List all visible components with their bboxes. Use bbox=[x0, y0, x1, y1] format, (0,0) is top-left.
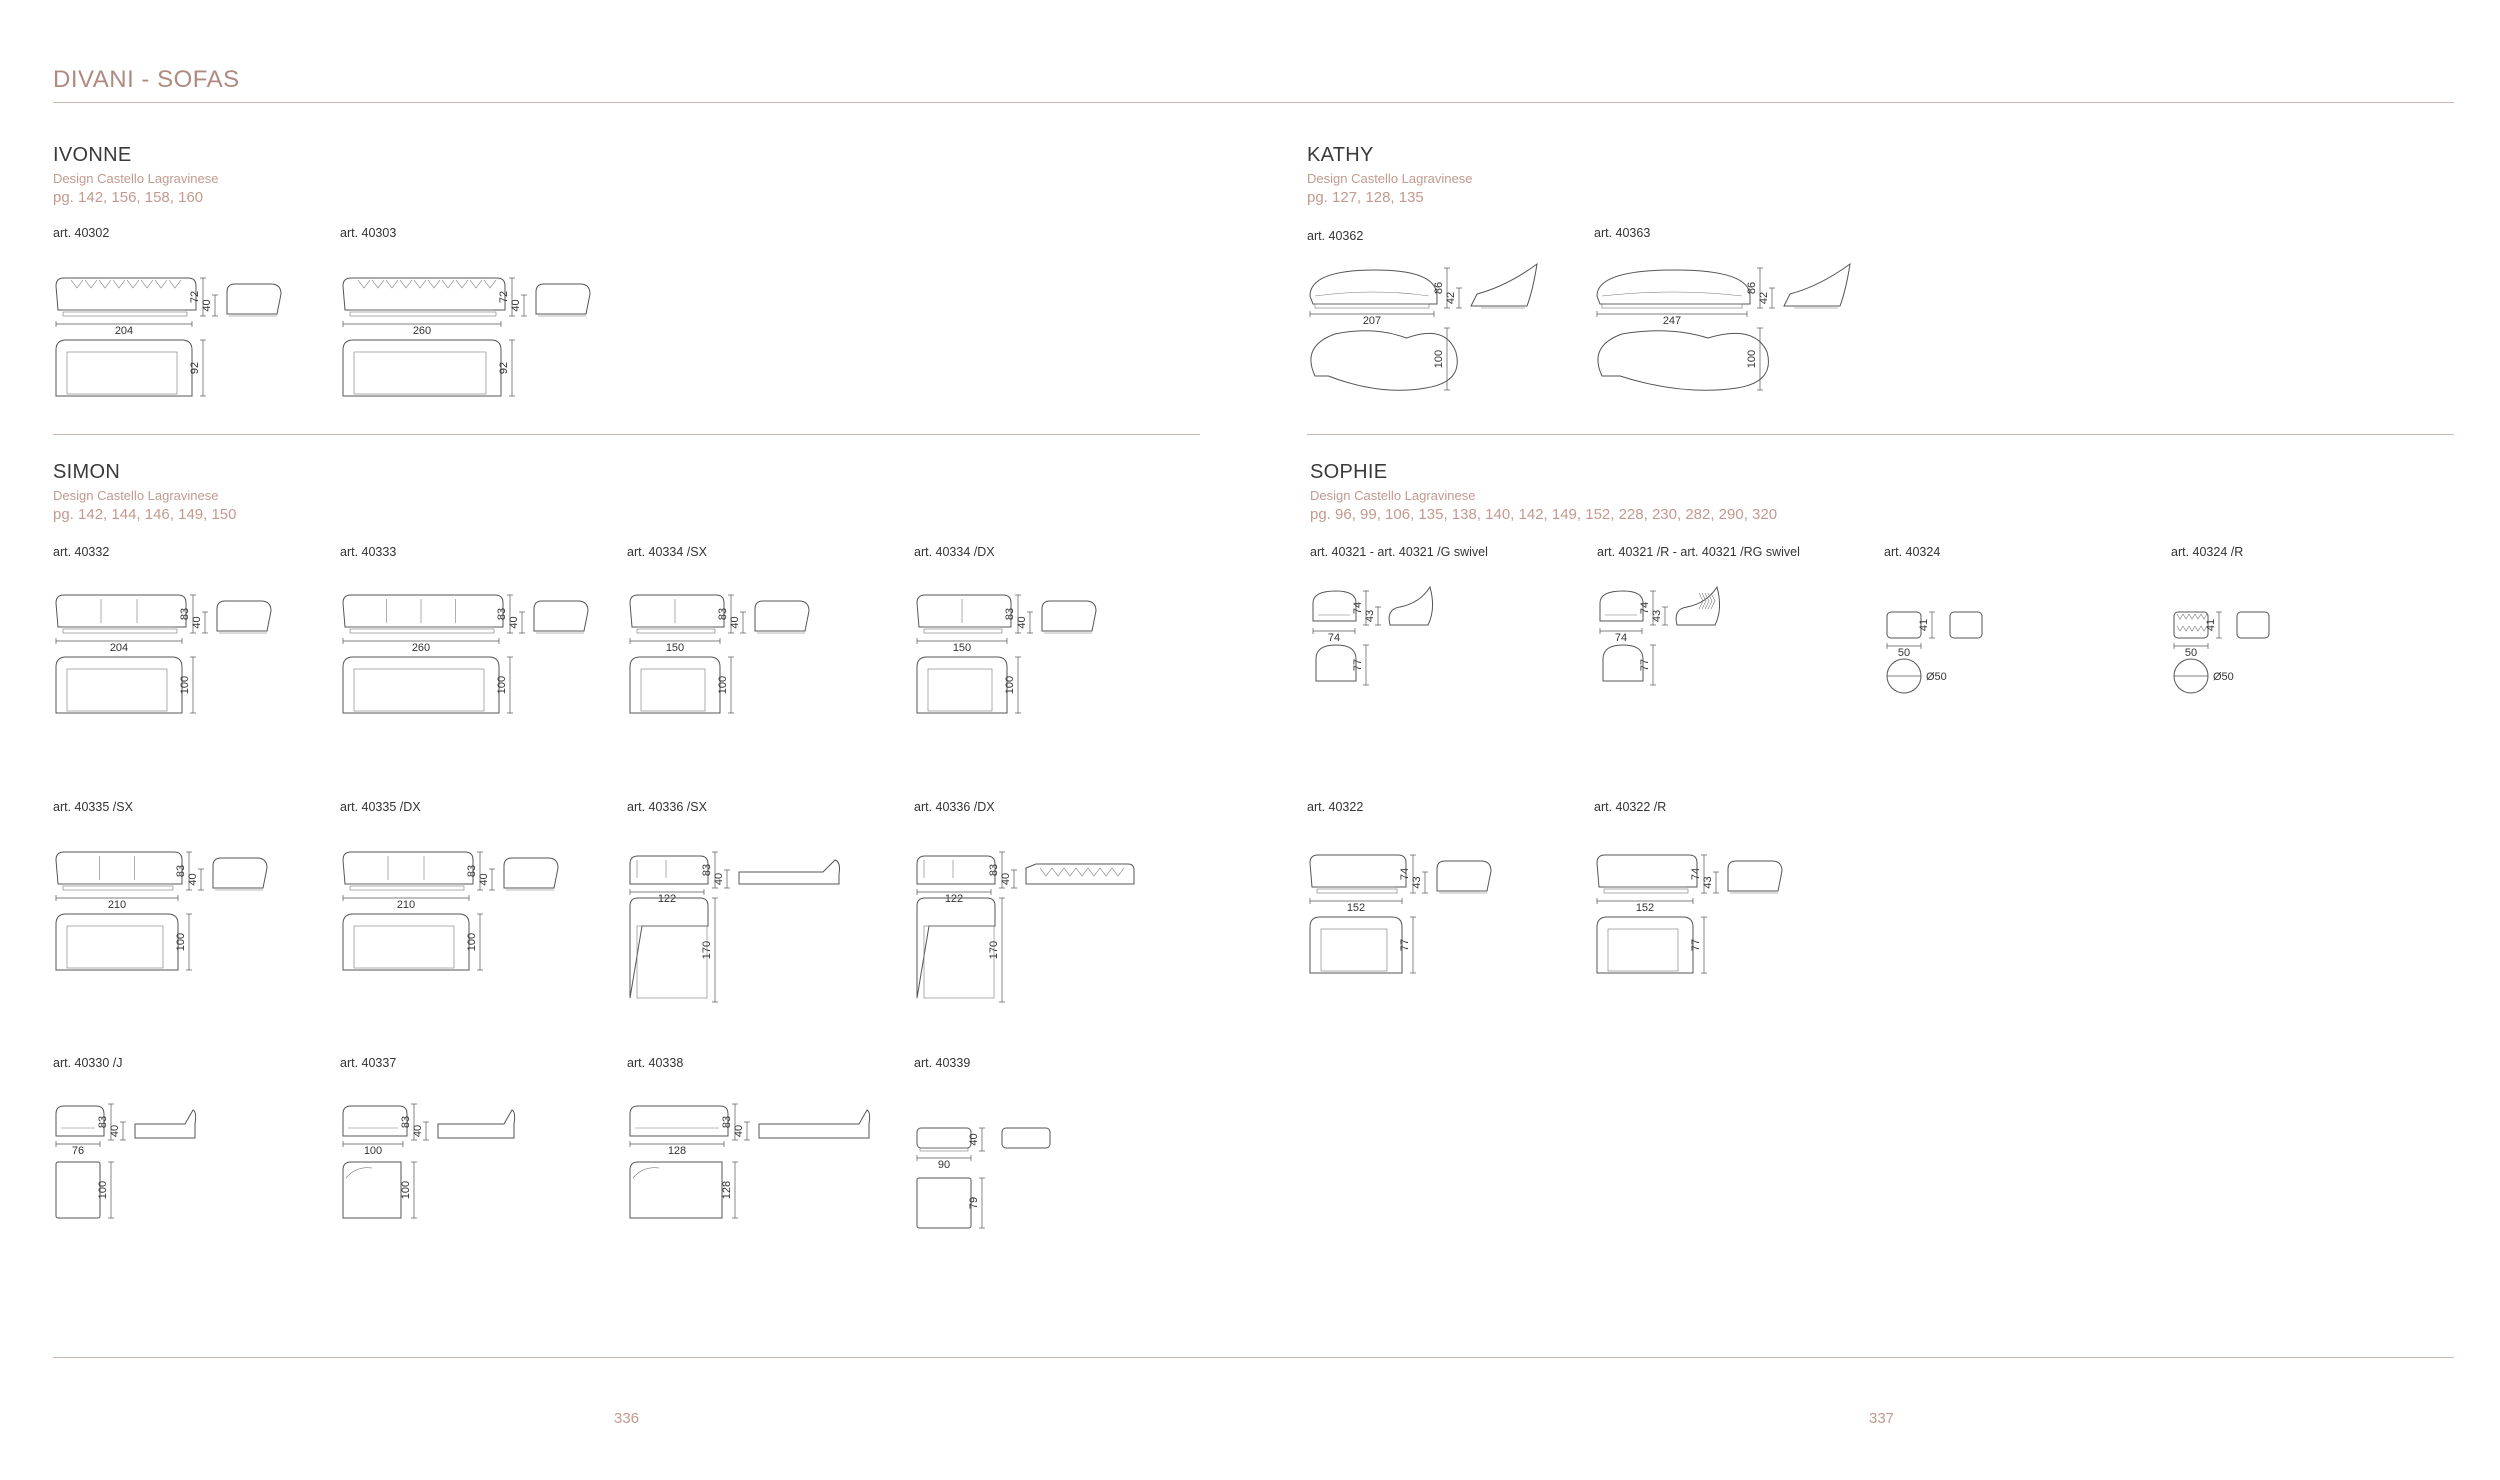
seat-height-label: 43 bbox=[1702, 876, 1714, 889]
sofa-plan-view bbox=[343, 657, 499, 713]
depth-label: 100 bbox=[400, 1180, 412, 1200]
article-label: art. 40330 /J bbox=[53, 1056, 123, 1070]
family-name: SIMON bbox=[53, 461, 121, 483]
height-label: 83 bbox=[466, 864, 478, 878]
sofa-base bbox=[1315, 304, 1429, 308]
depth-label: 92 bbox=[498, 361, 510, 375]
tufting bbox=[71, 280, 83, 288]
tufting bbox=[99, 280, 111, 288]
height-label: 83 bbox=[717, 607, 729, 621]
module-side-view bbox=[759, 1110, 870, 1138]
pouf-side-view bbox=[2237, 612, 2269, 638]
ottoman-plan-view bbox=[917, 1178, 971, 1228]
article-label: art. 40362 bbox=[1307, 229, 1364, 243]
sofa-drawing bbox=[914, 585, 1174, 785]
family-designer: Design Castello Lagravinese bbox=[1310, 488, 1476, 503]
sofa-base bbox=[637, 629, 715, 633]
tufting bbox=[169, 280, 181, 288]
sofa-front-view bbox=[1597, 855, 1697, 887]
article-label: art. 40333 bbox=[340, 545, 397, 559]
pouf-front-view bbox=[2174, 612, 2208, 638]
sofa-drawing bbox=[1594, 845, 1854, 1045]
module-plan-view bbox=[630, 1162, 722, 1218]
sofa-base bbox=[350, 629, 494, 633]
tufting bbox=[1064, 868, 1076, 876]
seat-height-label: 40 bbox=[109, 1124, 121, 1138]
width-label: 247 bbox=[1662, 315, 1682, 327]
sofa-drawing bbox=[627, 585, 887, 785]
chaise-seat-area bbox=[637, 926, 707, 998]
corner-backrest bbox=[633, 1168, 659, 1178]
sofa-plan-view bbox=[917, 657, 1007, 713]
width-label: 150 bbox=[952, 642, 972, 654]
article-label: art. 40363 bbox=[1594, 226, 1651, 240]
sofa-drawing bbox=[1307, 258, 1567, 458]
depth-label: 77 bbox=[1399, 938, 1411, 952]
article-label: art. 40335 /SX bbox=[53, 800, 133, 814]
depth-label: 92 bbox=[189, 361, 201, 375]
module-front-view bbox=[343, 1106, 407, 1136]
chaise-drawing bbox=[627, 838, 887, 1038]
width-label: 74 bbox=[1327, 632, 1341, 644]
seat-area bbox=[67, 926, 163, 968]
height-label: 72 bbox=[498, 290, 510, 304]
tufting bbox=[1100, 868, 1112, 876]
tufting bbox=[141, 280, 153, 288]
pouf-drawing bbox=[1884, 602, 2144, 802]
chaise-side-view bbox=[1026, 864, 1134, 884]
seat-height-label: 40 bbox=[412, 1124, 424, 1138]
height-label: 83 bbox=[97, 1115, 109, 1129]
sofa-front-view bbox=[1597, 270, 1750, 304]
height-label: 83 bbox=[175, 864, 187, 878]
sofa-front-view bbox=[343, 852, 473, 884]
width-label: 210 bbox=[107, 899, 127, 911]
width-label: 260 bbox=[412, 325, 432, 337]
sofa-drawing bbox=[340, 585, 600, 785]
armchair-side-view bbox=[1676, 587, 1719, 625]
width-label: 152 bbox=[1346, 902, 1366, 914]
page-number-right: 337 bbox=[1869, 1410, 1895, 1427]
seat-height-label: 40 bbox=[713, 872, 725, 886]
armchair-front-view bbox=[1313, 591, 1356, 621]
armchair-plan-view bbox=[1603, 645, 1643, 681]
depth-label: 77 bbox=[1690, 938, 1702, 952]
sofa-side-view bbox=[1042, 601, 1096, 631]
seat-height-label: 42 bbox=[1758, 291, 1770, 305]
article-label: art. 40321 - art. 40321 /G swivel bbox=[1310, 545, 1488, 559]
ottoman-front-view bbox=[917, 1128, 971, 1148]
tufting bbox=[1040, 868, 1052, 876]
depth-label: 100 bbox=[179, 675, 191, 695]
article-label: art. 40335 /DX bbox=[340, 800, 421, 814]
sofa-front-view bbox=[56, 278, 196, 310]
tufting bbox=[470, 280, 482, 288]
depth-label: 100 bbox=[175, 932, 187, 952]
sofa-base bbox=[1602, 304, 1742, 308]
module-front-view bbox=[630, 1106, 728, 1136]
article-label: art. 40332 bbox=[53, 545, 110, 559]
article-label: art. 40322 bbox=[1307, 800, 1364, 814]
height-label: 74 bbox=[1690, 867, 1702, 881]
seat-height-label: 40 bbox=[508, 616, 520, 629]
tufting bbox=[358, 280, 370, 288]
height-label: 83 bbox=[988, 863, 1000, 877]
seat-height-label: 40 bbox=[187, 873, 199, 886]
width-label: 207 bbox=[1362, 315, 1382, 327]
seat-height-label: 40 bbox=[1016, 616, 1028, 629]
sofa-base bbox=[1317, 889, 1397, 893]
tufting bbox=[1052, 868, 1064, 876]
tufting bbox=[85, 280, 97, 288]
family-pages: pg. 127, 128, 135 bbox=[1307, 189, 1424, 206]
quilting bbox=[2183, 614, 2189, 631]
family-name: SOPHIE bbox=[1310, 461, 1388, 483]
pouf-front-view bbox=[1887, 612, 1921, 638]
armchair-plan-view bbox=[1316, 645, 1356, 681]
sofa-plan-view bbox=[1598, 331, 1769, 390]
page-number-left: 336 bbox=[614, 1410, 640, 1427]
article-label: art. 40334 /SX bbox=[627, 545, 707, 559]
width-label: 122 bbox=[944, 893, 964, 905]
width-label: 260 bbox=[411, 642, 431, 654]
tufting bbox=[386, 280, 398, 288]
height-label: 41 bbox=[2205, 618, 2217, 632]
seat-height-label: 40 bbox=[733, 1124, 745, 1138]
module-side-view bbox=[438, 1110, 515, 1138]
quilting bbox=[2177, 614, 2183, 631]
quilting bbox=[1705, 593, 1709, 609]
width-label: 152 bbox=[1635, 902, 1655, 914]
sofa-base bbox=[63, 312, 187, 316]
sofa-plan-view bbox=[56, 657, 182, 713]
seat-area bbox=[67, 669, 167, 711]
sofa-plan-view bbox=[343, 914, 469, 970]
width-label: 204 bbox=[114, 325, 134, 337]
quilting bbox=[1711, 593, 1715, 609]
width-label: 210 bbox=[396, 899, 416, 911]
tufting bbox=[414, 280, 426, 288]
seat-height-label: 40 bbox=[968, 1133, 980, 1146]
width-label: 122 bbox=[657, 893, 677, 905]
family-kathy bbox=[1307, 144, 1472, 206]
seat-area bbox=[354, 669, 484, 711]
pouf-side-view bbox=[1950, 612, 1982, 638]
ottoman-drawing bbox=[914, 1108, 1174, 1308]
sofa-side-view bbox=[504, 858, 558, 888]
height-label: 83 bbox=[701, 863, 713, 877]
quilting bbox=[2195, 614, 2201, 631]
depth-label: 170 bbox=[988, 940, 1000, 960]
article-label: art. 40336 /DX bbox=[914, 800, 995, 814]
chaise-front-view bbox=[630, 856, 708, 884]
width-label: 100 bbox=[363, 1145, 383, 1157]
height-label: 83 bbox=[1004, 607, 1016, 621]
depth-label: 128 bbox=[721, 1180, 733, 1200]
depth-label: 100 bbox=[1004, 675, 1016, 695]
diameter-label: Ø50 bbox=[1926, 671, 1947, 683]
family-pages: pg. 96, 99, 106, 135, 138, 140, 142, 149, 152, 228, 230, 282, 290, 320 bbox=[1310, 506, 1778, 523]
depth-label: 77 bbox=[1639, 658, 1651, 672]
tufting bbox=[113, 280, 125, 288]
width-label: 90 bbox=[937, 1159, 951, 1171]
sofa-base bbox=[63, 886, 173, 890]
seat-height-label: 40 bbox=[478, 873, 490, 886]
family-designer: Design Castello Lagravinese bbox=[1307, 171, 1473, 186]
depth-label: 100 bbox=[717, 675, 729, 695]
sofa-front-view bbox=[1310, 270, 1437, 304]
sofa-base bbox=[63, 629, 177, 633]
seat-area bbox=[354, 926, 454, 968]
article-label: art. 40324 bbox=[1884, 545, 1941, 559]
seat-height-label: 40 bbox=[201, 299, 213, 312]
sofa-side-view bbox=[213, 858, 267, 888]
tufting bbox=[456, 280, 468, 288]
depth-label: 100 bbox=[1746, 349, 1758, 369]
height-label: 41 bbox=[1918, 618, 1930, 632]
ottoman-side-view bbox=[1002, 1128, 1050, 1148]
sofa-drawing bbox=[340, 842, 600, 1042]
width-label: 76 bbox=[71, 1145, 85, 1157]
page-title: DIVANI - SOFAS bbox=[53, 66, 240, 93]
seat-height-label: 43 bbox=[1411, 876, 1423, 889]
sofa-front-view bbox=[917, 595, 1011, 627]
width-label: 74 bbox=[1614, 632, 1628, 644]
seat-height-label: 40 bbox=[510, 299, 522, 312]
seat-height-label: 40 bbox=[729, 616, 741, 629]
seat-area bbox=[641, 669, 705, 711]
sofa-side-view bbox=[534, 601, 588, 631]
family-name: KATHY bbox=[1307, 144, 1374, 166]
article-label: art. 40303 bbox=[340, 226, 397, 240]
seat-area bbox=[1321, 929, 1387, 971]
sofa-plan-view bbox=[1597, 917, 1693, 973]
chaise-plan-view bbox=[630, 898, 708, 998]
sofa-front-view bbox=[630, 595, 724, 627]
height-label: 86 bbox=[1746, 281, 1758, 295]
family-pages: pg. 142, 144, 146, 149, 150 bbox=[53, 506, 237, 523]
armchair-side-view bbox=[1389, 587, 1432, 625]
pouf-drawing bbox=[2171, 602, 2431, 802]
tufting bbox=[1088, 868, 1100, 876]
family-designer: Design Castello Lagravinese bbox=[53, 171, 219, 186]
depth-label: 77 bbox=[1352, 658, 1364, 672]
sofa-drawing bbox=[1594, 258, 1854, 458]
chaise-side-view bbox=[739, 860, 840, 884]
article-label: art. 40337 bbox=[340, 1056, 397, 1070]
article-label: art. 40334 /DX bbox=[914, 545, 995, 559]
module-plan-view bbox=[343, 1162, 401, 1218]
sofa-plan-view bbox=[630, 657, 720, 713]
article-label: art. 40338 bbox=[627, 1056, 684, 1070]
height-label: 74 bbox=[1639, 601, 1651, 615]
depth-label: 79 bbox=[968, 1196, 980, 1210]
module-plan-view bbox=[56, 1162, 100, 1218]
family-sophie bbox=[1310, 461, 1777, 523]
tufting bbox=[442, 280, 454, 288]
seat-height-label: 43 bbox=[1364, 609, 1376, 623]
family-name: IVONNE bbox=[53, 144, 132, 166]
sofa-plan-view bbox=[1310, 917, 1402, 973]
article-label: art. 40321 /R - art. 40321 /RG swivel bbox=[1597, 545, 1800, 559]
quilting bbox=[2189, 614, 2195, 631]
sofa-base bbox=[350, 312, 496, 316]
chaise-front-view bbox=[917, 856, 995, 884]
height-label: 74 bbox=[1399, 867, 1411, 881]
sofa-plan-view bbox=[343, 340, 501, 396]
sofa-side-view bbox=[1471, 264, 1537, 306]
sofa-side-view bbox=[1728, 861, 1782, 891]
sofa-drawing bbox=[53, 268, 313, 468]
header-divider bbox=[53, 102, 2454, 103]
seat-height-label: 42 bbox=[1445, 291, 1457, 305]
height-label: 86 bbox=[1433, 281, 1445, 295]
seat-height-label: 40 bbox=[1000, 872, 1012, 886]
sofa-base bbox=[1604, 889, 1688, 893]
seat-area bbox=[354, 352, 486, 394]
sofa-front-view bbox=[56, 595, 186, 627]
tufting bbox=[1112, 868, 1124, 876]
corner-backrest bbox=[346, 1168, 372, 1178]
sofa-drawing bbox=[1307, 845, 1567, 1045]
seat-area bbox=[1608, 929, 1678, 971]
sofa-front-view bbox=[1310, 855, 1406, 887]
tufting bbox=[372, 280, 384, 288]
tufting bbox=[155, 280, 167, 288]
module-drawing bbox=[53, 1090, 313, 1290]
sofa-drawing bbox=[340, 268, 600, 468]
sofa-plan-view bbox=[56, 340, 192, 396]
sofa-side-view bbox=[1784, 264, 1850, 306]
module-drawing bbox=[340, 1090, 600, 1290]
seat-height-label: 43 bbox=[1651, 609, 1663, 623]
sofa-base bbox=[350, 886, 464, 890]
depth-label: 100 bbox=[496, 675, 508, 695]
seat-area bbox=[928, 669, 992, 711]
article-label: art. 40302 bbox=[53, 226, 110, 240]
depth-label: 170 bbox=[701, 940, 713, 960]
tufting bbox=[484, 280, 496, 288]
article-label: art. 40324 /R bbox=[2171, 545, 2244, 559]
armchair-drawing bbox=[1310, 585, 1570, 785]
sofa-side-view bbox=[755, 601, 809, 631]
family-designer: Design Castello Lagravinese bbox=[53, 488, 219, 503]
sofa-plan-view bbox=[56, 914, 178, 970]
seat-line bbox=[1602, 292, 1742, 296]
chaise-drawing bbox=[914, 838, 1174, 1038]
sofa-side-view bbox=[536, 284, 590, 314]
height-label: 72 bbox=[189, 290, 201, 304]
sofa-base bbox=[924, 629, 1002, 633]
depth-label: 100 bbox=[1433, 349, 1445, 369]
article-label: art. 40322 /R bbox=[1594, 800, 1667, 814]
height-label: 83 bbox=[721, 1115, 733, 1129]
depth-label: 100 bbox=[466, 932, 478, 952]
sofa-front-view bbox=[343, 595, 503, 627]
height-label: 83 bbox=[179, 607, 191, 621]
sofa-drawing bbox=[53, 842, 313, 1042]
sofa-side-view bbox=[217, 601, 271, 631]
tufting bbox=[1076, 868, 1088, 876]
height-label: 83 bbox=[496, 607, 508, 621]
seat-line bbox=[1315, 292, 1429, 296]
family-pages: pg. 142, 156, 158, 160 bbox=[53, 189, 204, 206]
article-label: art. 40339 bbox=[914, 1056, 971, 1070]
seat-height-label: 40 bbox=[191, 616, 203, 629]
family-ivonne bbox=[53, 144, 218, 206]
module-side-view bbox=[135, 1110, 196, 1138]
depth-label: 100 bbox=[97, 1180, 109, 1200]
width-label: 50 bbox=[1897, 647, 1911, 659]
width-label: 204 bbox=[109, 642, 129, 654]
seat-area bbox=[67, 352, 177, 394]
sofa-drawing bbox=[53, 585, 313, 785]
sofa-side-view bbox=[227, 284, 281, 314]
tufting bbox=[428, 280, 440, 288]
height-label: 74 bbox=[1352, 601, 1364, 615]
module-drawing bbox=[627, 1090, 887, 1290]
sofa-front-view bbox=[56, 852, 182, 884]
footer-divider bbox=[53, 1357, 2454, 1358]
chaise-seat-area bbox=[924, 926, 994, 998]
diameter-label: Ø50 bbox=[2213, 671, 2234, 683]
sofa-side-view bbox=[1437, 861, 1491, 891]
height-label: 83 bbox=[400, 1115, 412, 1129]
armchair-drawing bbox=[1597, 585, 1857, 785]
family-simon bbox=[53, 461, 237, 523]
tufting bbox=[127, 280, 139, 288]
width-label: 50 bbox=[2184, 647, 2198, 659]
width-label: 128 bbox=[667, 1145, 687, 1157]
chaise-plan-view bbox=[917, 898, 995, 998]
armchair-front-view bbox=[1600, 591, 1643, 621]
article-label: art. 40336 /SX bbox=[627, 800, 707, 814]
tufting bbox=[400, 280, 412, 288]
width-label: 150 bbox=[665, 642, 685, 654]
